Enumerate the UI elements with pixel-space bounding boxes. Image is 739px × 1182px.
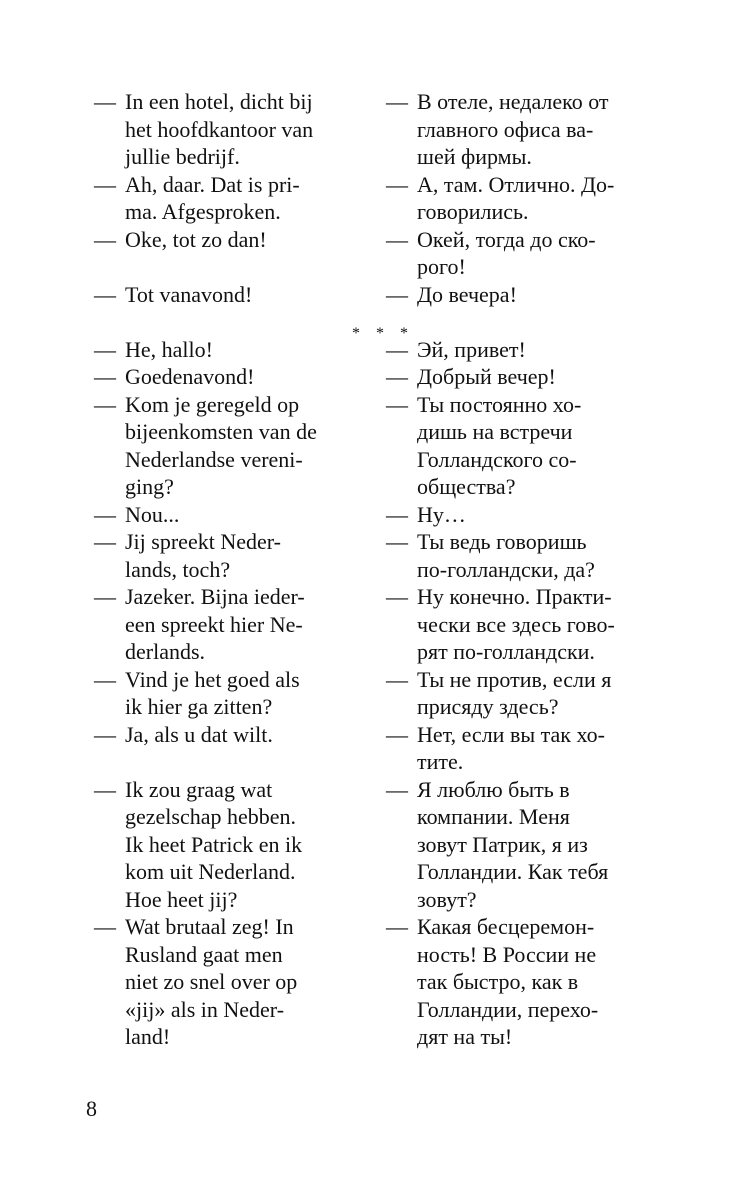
line-text: Какая бесцеремон- xyxy=(417,914,595,939)
line-text: Nou... xyxy=(125,501,180,527)
nl-text-line xyxy=(94,611,384,639)
line-text: В отеле, недалеко от xyxy=(417,89,609,114)
ru-text-line xyxy=(386,583,676,611)
line-text: зовут? xyxy=(417,886,477,912)
line-text: Я люблю быть в xyxy=(417,776,570,802)
dialogue-dash: — xyxy=(386,529,408,554)
line-text: ma. Afgesproken. xyxy=(125,199,281,224)
dialogue-dash: — xyxy=(386,89,408,114)
nl-text-line xyxy=(94,968,384,996)
page-number: 8 xyxy=(86,1096,97,1121)
line-text: ность! В России не xyxy=(417,941,597,967)
ru-text-line xyxy=(386,391,676,419)
line-text: Ik zou graag wat xyxy=(125,776,273,802)
ru-text-line xyxy=(386,281,676,309)
dialogue-dash: — xyxy=(386,281,408,307)
ru-text-line xyxy=(386,501,676,529)
line-text: Ты не против, если я xyxy=(417,666,612,692)
ru-text-line xyxy=(386,1023,676,1051)
ru-text-line xyxy=(386,88,676,116)
nl-text-line xyxy=(94,226,384,254)
nl-text-line xyxy=(94,198,384,226)
line-text: говорились. xyxy=(417,199,529,224)
nl-text-line xyxy=(94,666,384,694)
nl-text-line xyxy=(94,748,384,776)
nl-text-line xyxy=(94,171,384,199)
ru-text-line xyxy=(386,996,676,1024)
line-text: Ну… xyxy=(417,501,466,527)
dialogue-dash: — xyxy=(94,914,116,939)
line-text: Nederlandse vereni- xyxy=(125,446,303,472)
ru-text-line xyxy=(386,446,676,474)
dialogue-dash: — xyxy=(94,89,116,114)
dialogue-dash: — xyxy=(94,171,116,197)
section-separator: * * * xyxy=(352,325,414,342)
ru-text-line xyxy=(386,418,676,446)
line-text: Hoe heet jij? xyxy=(125,886,238,912)
ru-text-line xyxy=(386,968,676,996)
dialogue-dash: — xyxy=(386,336,408,362)
dialogue-dash: — xyxy=(386,391,408,417)
line-text: рят по-голландски. xyxy=(417,639,595,664)
line-text: Добрый вечер! xyxy=(417,364,556,389)
line-text: Голландского со- xyxy=(417,446,577,472)
ru-text-line xyxy=(386,143,676,171)
nl-text-line xyxy=(94,281,384,309)
line-text: land! xyxy=(125,1024,171,1049)
line-text: Эй, привет! xyxy=(417,336,526,362)
line-text: lands, toch? xyxy=(125,556,231,582)
nl-text-line xyxy=(94,143,384,171)
ru-text-line xyxy=(386,693,676,721)
line-text: Oke, tot zo dan! xyxy=(125,226,267,252)
ru-text-line xyxy=(386,803,676,831)
dialogue-dash: — xyxy=(94,336,116,362)
nl-text-line xyxy=(94,996,384,1024)
line-text: по-голландски, да? xyxy=(417,556,595,582)
line-text: Окей, тогда до ско- xyxy=(417,226,596,252)
nl-text-line xyxy=(94,116,384,144)
line-text: Ты постоянно хо- xyxy=(417,391,582,417)
nl-text-line xyxy=(94,363,384,391)
line-text: Vind je het goed als xyxy=(125,666,300,692)
nl-text-line xyxy=(94,1023,384,1051)
nl-text-line xyxy=(94,336,384,364)
ru-text-line xyxy=(386,308,676,336)
nl-text-line xyxy=(94,88,384,116)
nl-text-line xyxy=(94,831,384,859)
nl-text-line xyxy=(94,446,384,474)
dialogue-dash: — xyxy=(386,776,408,802)
nl-text-line xyxy=(94,501,384,529)
nl-text-line xyxy=(94,418,384,446)
line-text: bijeenkomsten van de xyxy=(125,419,317,444)
line-text: ging? xyxy=(125,474,174,499)
ru-text-line xyxy=(386,198,676,226)
line-text: Ты ведь говоришь xyxy=(417,529,587,554)
ru-text-line xyxy=(386,666,676,694)
dialogue-dash: — xyxy=(94,501,116,527)
dialogue-dash: — xyxy=(386,721,408,747)
line-text: het hoofdkantoor van xyxy=(125,116,314,142)
ru-text-line xyxy=(386,171,676,199)
ru-text-line xyxy=(386,886,676,914)
nl-text-line xyxy=(94,528,384,556)
ru-text-line xyxy=(386,528,676,556)
line-text: шей фирмы. xyxy=(417,144,532,169)
line-text: gezelschap hebben. xyxy=(125,804,297,829)
line-text: рого! xyxy=(417,254,466,279)
dialogue-dash: — xyxy=(386,584,408,609)
nl-text-line xyxy=(94,308,384,336)
ru-text-line xyxy=(386,336,676,364)
ru-text-line xyxy=(386,253,676,281)
dialogue-dash: — xyxy=(386,226,408,252)
line-text: А, там. Отлично. До- xyxy=(417,171,615,197)
nl-text-line xyxy=(94,391,384,419)
line-text: дят на ты! xyxy=(417,1024,513,1049)
nl-text-line xyxy=(94,776,384,804)
line-text: главного офиса ва- xyxy=(417,116,594,142)
line-text: так быстро, как в xyxy=(417,969,579,994)
nl-text-line xyxy=(94,941,384,969)
ru-text-line xyxy=(386,363,676,391)
dialogue-dash: — xyxy=(94,666,116,692)
line-text: Ну конечно. Практи- xyxy=(417,584,612,609)
line-text: Ja, als u dat wilt. xyxy=(125,721,273,747)
nl-text-line xyxy=(94,886,384,914)
line-text: Jazeker. Bijna ieder- xyxy=(125,584,305,609)
line-text: дишь на встречи xyxy=(417,419,573,444)
line-text: niet zo snel over op xyxy=(125,969,298,994)
line-text: присяду здесь? xyxy=(417,694,559,719)
nl-text-line xyxy=(94,693,384,721)
line-text: зовут Патрик, я из xyxy=(417,831,588,857)
ru-text-line xyxy=(386,116,676,144)
line-text: Нет, если вы так хо- xyxy=(417,721,605,747)
line-text: «jij» als in Neder- xyxy=(125,996,285,1022)
nl-text-line xyxy=(94,803,384,831)
dialogue-dash: — xyxy=(94,584,116,609)
ru-text-line xyxy=(386,721,676,749)
nl-text-line xyxy=(94,583,384,611)
ru-text-line xyxy=(386,776,676,804)
line-text: Tot vanavond! xyxy=(125,281,253,307)
line-text: тите. xyxy=(417,749,464,774)
line-text: Kom je geregeld op xyxy=(125,391,300,417)
line-text: jullie bedrijf. xyxy=(125,144,240,169)
ru-text-line xyxy=(386,226,676,254)
line-text: Ah, daar. Dat is pri- xyxy=(125,171,300,197)
dialogue-dash: — xyxy=(94,226,116,252)
nl-text-line xyxy=(94,858,384,886)
ru-text-line xyxy=(386,748,676,776)
russian-column xyxy=(386,88,676,1051)
ru-text-line xyxy=(386,858,676,886)
line-text: Jij spreekt Neder- xyxy=(125,529,281,554)
dutch-column xyxy=(94,88,384,1051)
line-text: До вечера! xyxy=(417,281,517,307)
nl-text-line xyxy=(94,913,384,941)
ru-text-line xyxy=(386,556,676,584)
line-text: Голландии, перехо- xyxy=(417,996,599,1022)
dialogue-dash: — xyxy=(94,721,116,747)
dialogue-dash: — xyxy=(94,776,116,802)
ru-text-line xyxy=(386,913,676,941)
ru-text-line xyxy=(386,473,676,501)
dialogue-dash: — xyxy=(386,364,408,389)
nl-text-line xyxy=(94,556,384,584)
line-text: Goedenavond! xyxy=(125,364,255,389)
line-text: een spreekt hier Ne- xyxy=(125,611,303,637)
nl-text-line xyxy=(94,473,384,501)
line-text: общества? xyxy=(417,474,516,499)
nl-text-line xyxy=(94,638,384,666)
ru-text-line xyxy=(386,611,676,639)
line-text: Wat brutaal zeg! In xyxy=(125,914,294,939)
dialogue-dash: — xyxy=(94,364,116,389)
dialogue-dash: — xyxy=(386,666,408,692)
line-text: Ik heet Patrick en ik xyxy=(125,831,303,857)
line-text: Голландии. Как тебя xyxy=(417,859,609,884)
nl-text-line xyxy=(94,253,384,281)
ru-text-line xyxy=(386,831,676,859)
line-text: kom uit Nederland. xyxy=(125,859,296,884)
ru-text-line xyxy=(386,941,676,969)
line-text: Rusland gaat men xyxy=(125,941,283,967)
dialogue-dash: — xyxy=(94,529,116,554)
line-text: чески все здесь гово- xyxy=(417,611,615,637)
line-text: In een hotel, dicht bij xyxy=(125,89,313,114)
dialogue-dash: — xyxy=(94,281,116,307)
dialogue-dash: — xyxy=(386,171,408,197)
dialogue-dash: — xyxy=(94,391,116,417)
nl-text-line xyxy=(94,721,384,749)
line-text: derlands. xyxy=(125,639,206,664)
dialogue-dash: — xyxy=(386,501,408,527)
line-text: компании. Меня xyxy=(417,804,570,829)
dialogue-dash: — xyxy=(386,914,408,939)
line-text: ik hier ga zitten? xyxy=(125,694,273,719)
ru-text-line xyxy=(386,638,676,666)
line-text: He, hallo! xyxy=(125,336,213,362)
